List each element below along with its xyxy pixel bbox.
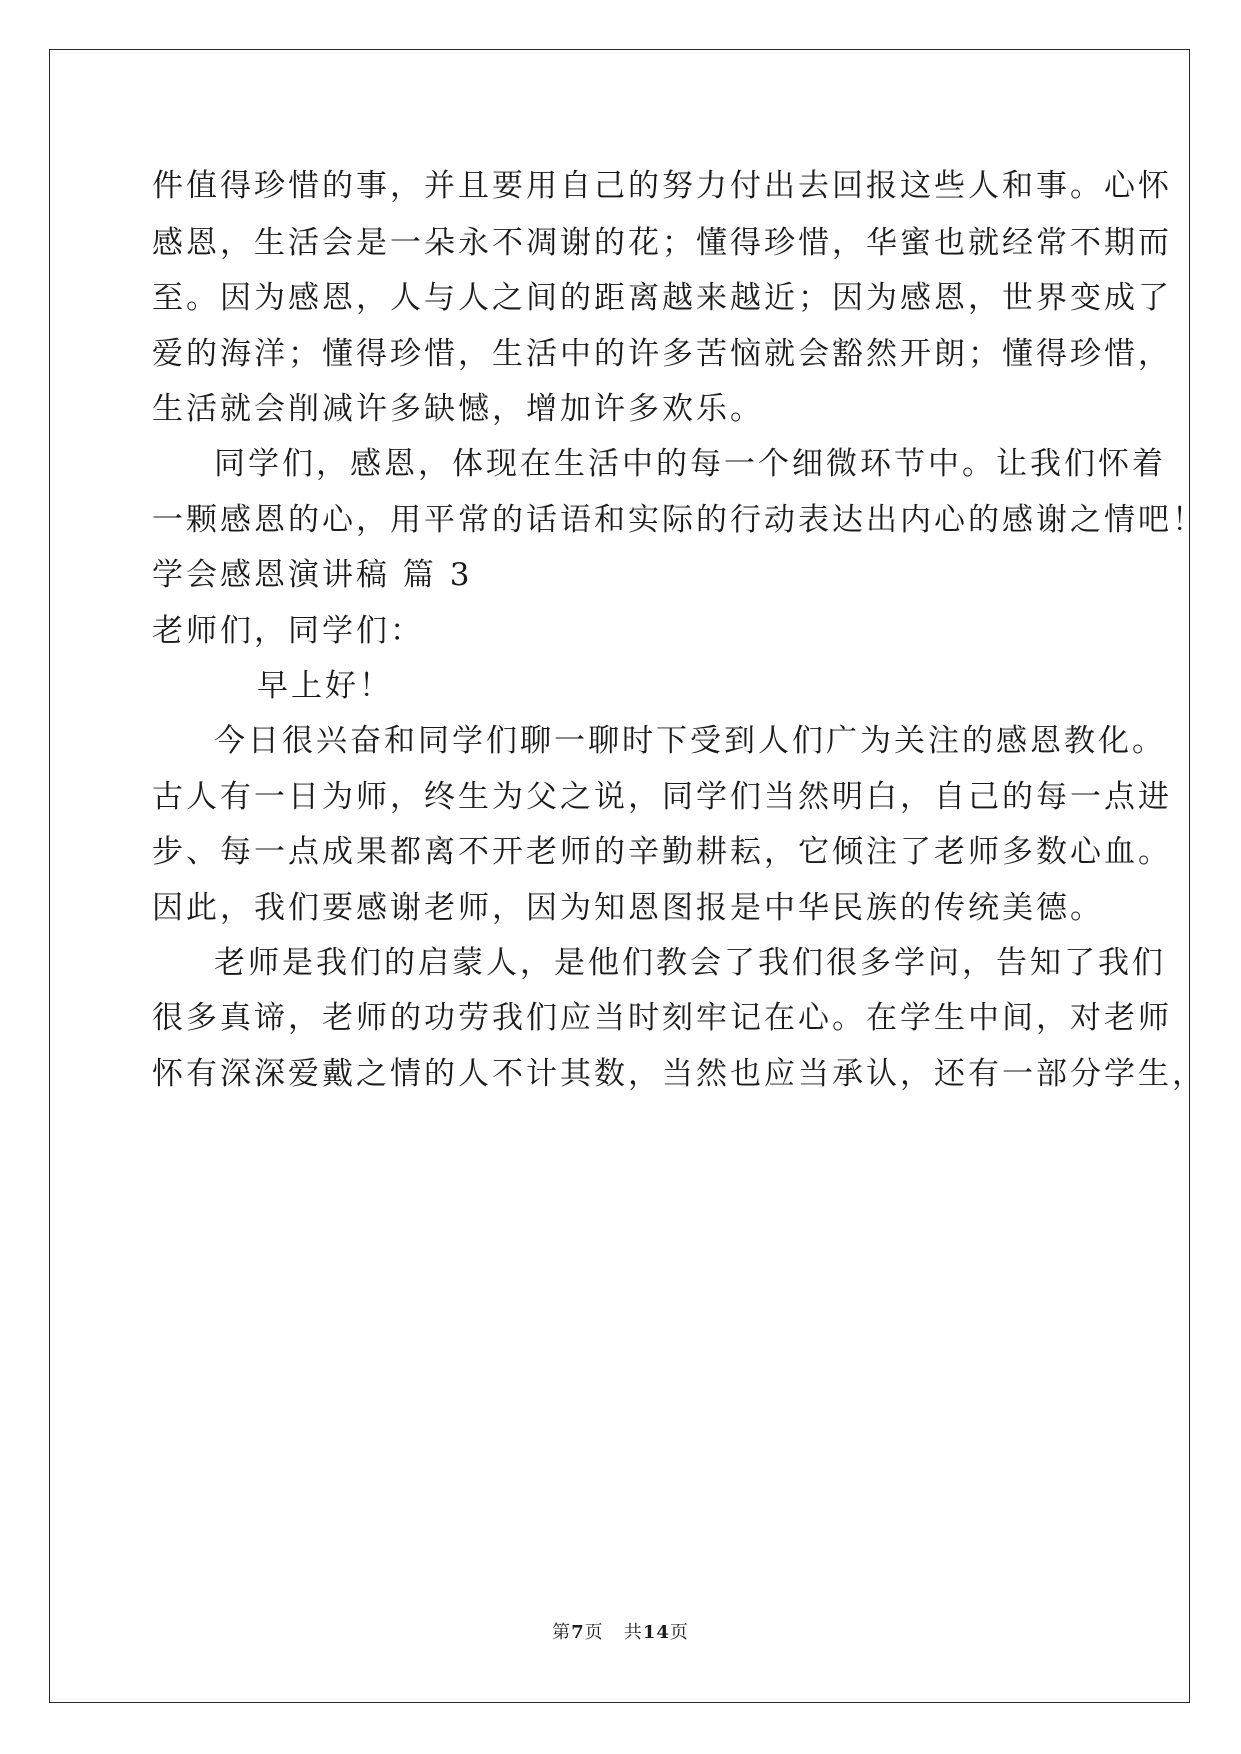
text-line: 生活就会削减许多缺憾，增加许多欢乐。 xyxy=(152,391,764,427)
text-line: 感恩，生活会是一朵永不凋谢的花；懂得珍惜，华蜜也就经常不期而 xyxy=(152,225,1172,261)
text-line: 件值得珍惜的事，并且要用自己的努力付出去回报这些人和事。心怀 xyxy=(152,168,1172,204)
paragraph-first-line: 同学们，感恩，体现在生活中的每一个细微环节中。让我们怀着 xyxy=(214,446,1166,482)
total-suffix: 页 xyxy=(669,1622,689,1643)
section-heading: 学会感恩演讲稿 篇 3 xyxy=(152,557,473,593)
page-prefix: 第 xyxy=(552,1622,572,1643)
page-number: 7 xyxy=(571,1622,585,1643)
text-line: 爱的海洋；懂得珍惜，生活中的许多苦恼就会豁然开朗；懂得珍惜， xyxy=(152,336,1172,372)
text-line: 一颗感恩的心，用平常的话语和实际的行动表达出内心的感谢之情吧！ xyxy=(152,502,1206,538)
text-line: 步、每一点成果都离不开老师的辛勤耕耘，它倾注了老师多数心血。 xyxy=(152,834,1172,870)
paragraph-first-line: 老师是我们的启蒙人，是他们教会了我们很多学问，告知了我们 xyxy=(214,945,1166,981)
salutation: 老师们，同学们： xyxy=(152,613,424,649)
greeting: 早上好！ xyxy=(257,668,393,704)
text-line: 古人有一日为师，终生为父之说，同学们当然明白，自己的每一点进 xyxy=(152,779,1172,815)
total-pages: 14 xyxy=(642,1622,670,1643)
paragraph-first-line: 今日很兴奋和同学们聊一聊时下受到人们广为关注的感恩教化。 xyxy=(214,723,1166,759)
page-footer xyxy=(0,1621,1241,1645)
text-line: 很多真谛，老师的功劳我们应当时刻牢记在心。在学生中间，对老师 xyxy=(152,1000,1172,1036)
total-prefix: 共 xyxy=(623,1622,643,1643)
text-line: 因此，我们要感谢老师，因为知恩图报是中华民族的传统美德。 xyxy=(152,890,1104,926)
page-suffix: 页 xyxy=(584,1622,604,1643)
text-line: 至。因为感恩，人与人之间的距离越来越近；因为感恩，世界变成了 xyxy=(152,280,1172,316)
text-line: 怀有深深爱戴之情的人不计其数，当然也应当承认，还有一部分学生， xyxy=(152,1056,1206,1092)
